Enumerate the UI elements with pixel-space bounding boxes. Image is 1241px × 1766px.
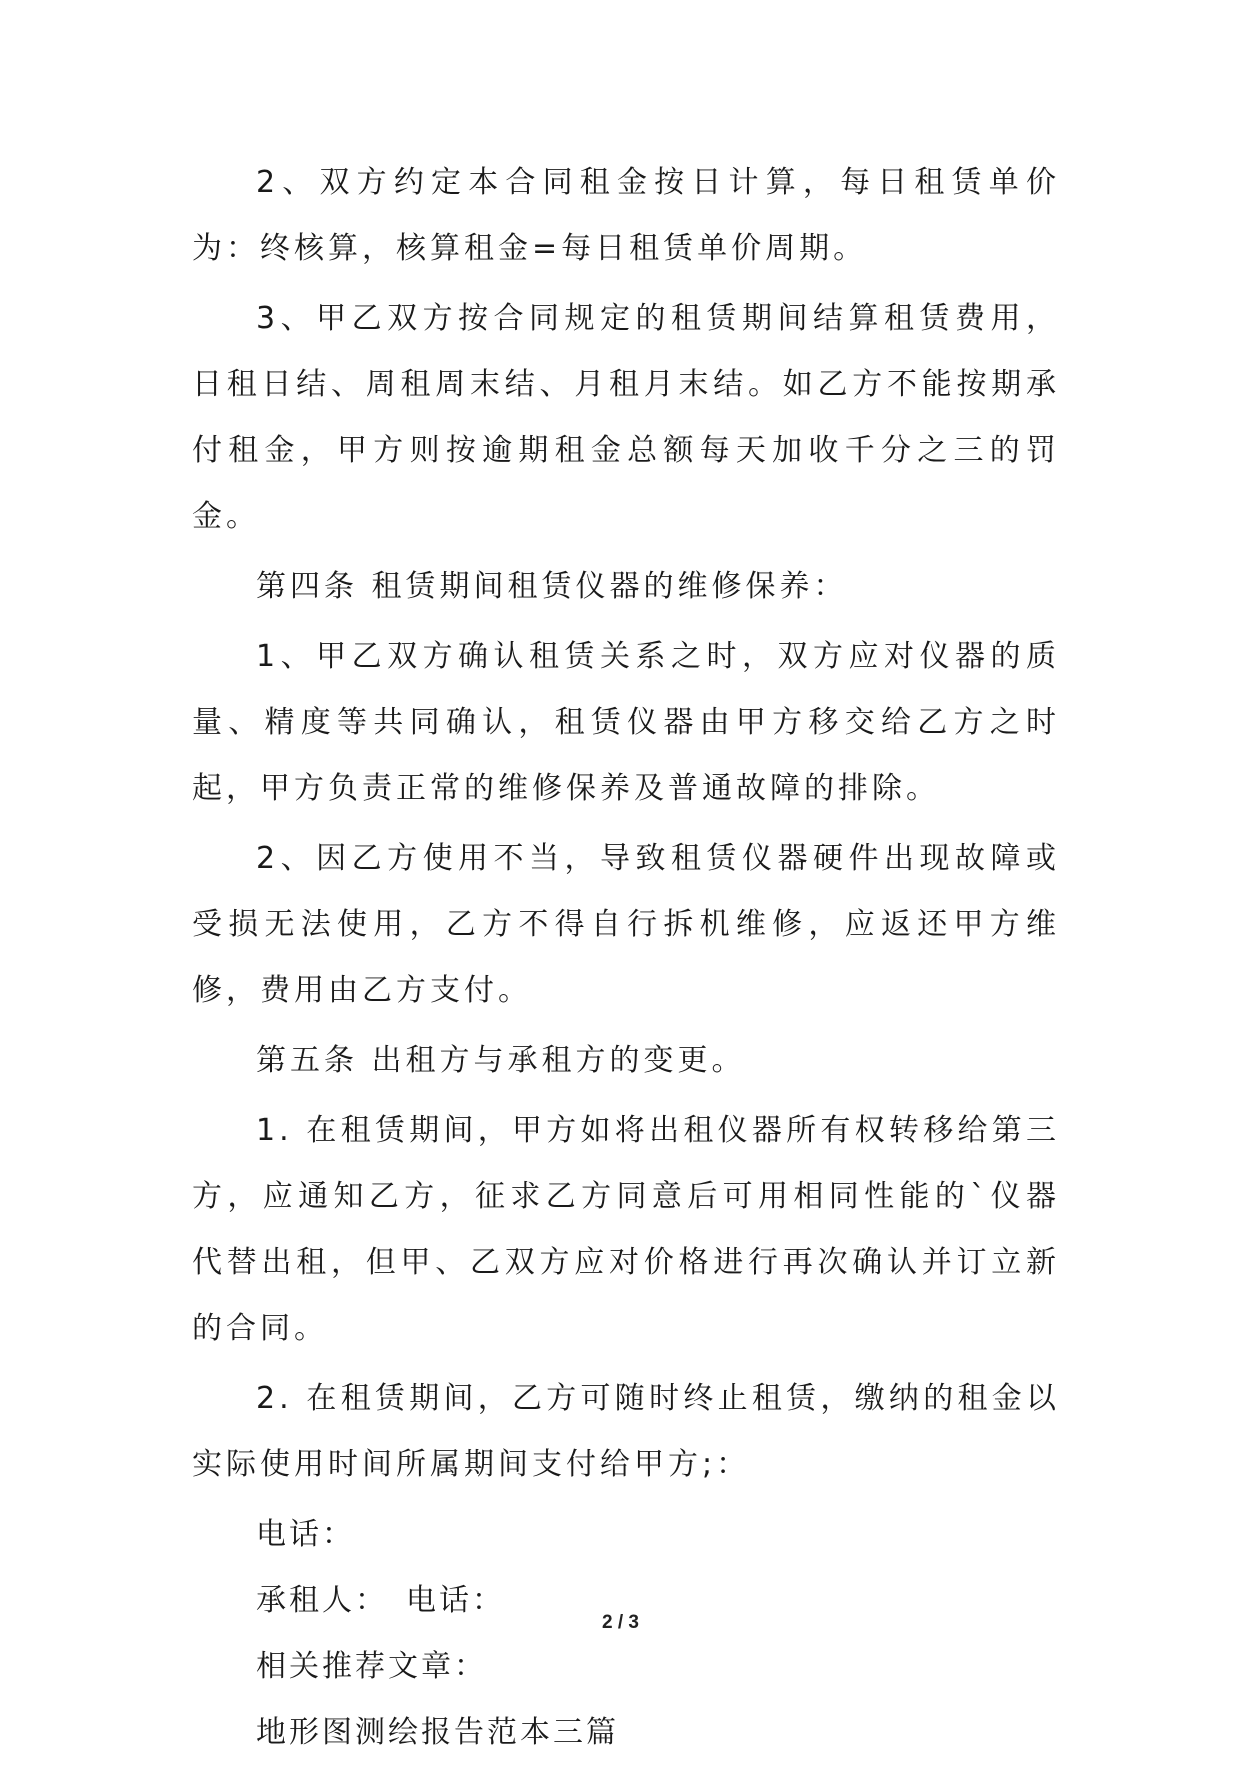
article-4-heading: 第四条 租赁期间租赁仪器的维修保养： [256, 569, 848, 604]
lessee-phone-line: 承租人： 电话： [256, 1583, 505, 1618]
clause-3-3-paragraph: 3、甲乙双方按合同规定的租赁期间结算租赁费用，日租日结、周租周末结、月租月末结。如乙方不能按期承付租金，甲方则按逾期租金总额每天加收千分之三的罚金。 [192, 301, 1060, 534]
related-articles-label: 相关推荐文章： [256, 1649, 487, 1684]
article-5-heading: 第五条 出租方与承租方的变更。 [256, 1043, 746, 1078]
phone-line: 电话： [256, 1517, 355, 1552]
clause-5-2-paragraph: 2. 在租赁期间，乙方可随时终止租赁，缴纳的租金以实际使用时间所属期间支付给甲方;： [192, 1381, 1060, 1482]
page-number: 2 / 3 [602, 1612, 639, 1633]
clause-3-2-paragraph: 2、双方约定本合同租金按日计算，每日租赁单价为：终核算，核算租金=每日租赁单价周期。 [192, 165, 1060, 266]
document-body [192, 150, 1060, 1766]
clause-4-1-paragraph: 1、甲乙双方确认租赁关系之时，双方应对仪器的质量、精度等共同确认，租赁仪器由甲方移交给乙方之时起，甲方负责正常的维修保养及普通故障的排除。 [192, 639, 1060, 806]
clause-5-1-paragraph: 1. 在租赁期间，甲方如将出租仪器所有权转移给第三方，应通知乙方，征求乙方同意后可用相同性能的`仪器代替出租，但甲、乙双方应对价格进行再次确认并订立新的合同。 [192, 1113, 1060, 1346]
clause-4-2-paragraph: 2、因乙方使用不当，导致租赁仪器硬件出现故障或受损无法使用，乙方不得自行拆机维修，应返还甲方维修，费用由乙方支付。 [192, 841, 1060, 1008]
related-article-link[interactable]: 地形图测绘报告范本三篇 [256, 1715, 619, 1750]
